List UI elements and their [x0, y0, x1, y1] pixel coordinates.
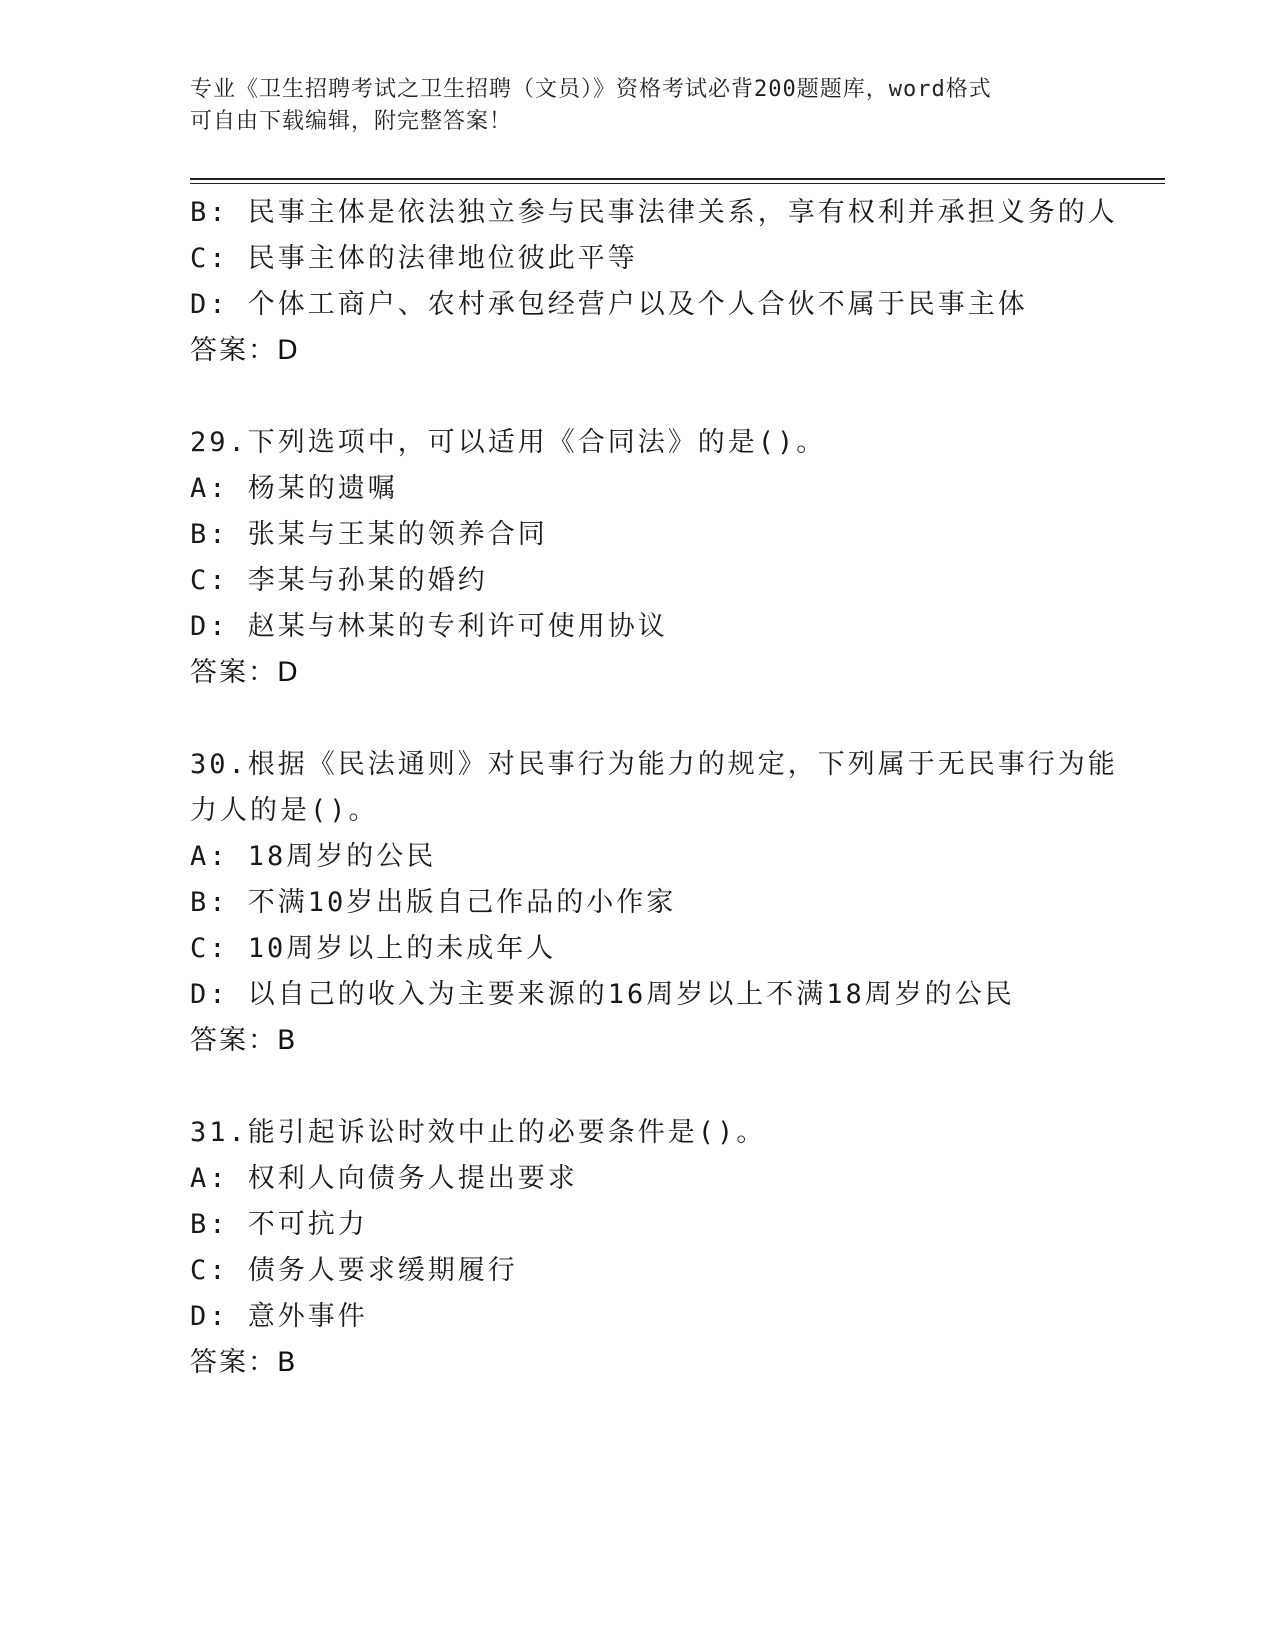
option-b: B: 不满10岁出版自己作品的小作家	[190, 887, 677, 918]
question-30	[190, 742, 1118, 1064]
question-list	[190, 190, 1118, 1386]
question-29	[190, 420, 1090, 696]
option-b: B: 张某与王某的领养合同	[190, 519, 548, 550]
option-d: D: 赵某与林某的专利许可使用协议	[190, 611, 668, 642]
spacer	[190, 374, 1090, 420]
answer: 答案：B	[190, 1025, 298, 1056]
header-title-line-1: 专业《卫生招聘考试之卫生招聘（文员）》资格考试必背200题题库，word格式	[190, 77, 992, 102]
option-c: C: 10周岁以上的未成年人	[190, 933, 557, 964]
question-stem-line-1: 30.根据《民法通则》对民事行为能力的规定，下列属于无民事行为能	[190, 749, 1118, 780]
question-28-continued	[190, 190, 1118, 374]
option-c: C: 债务人要求缓期履行	[190, 1255, 518, 1286]
page-header	[190, 74, 1090, 138]
spacer	[190, 696, 1090, 742]
option-d: D: 个体工商户、农村承包经营户以及个人合伙不属于民事主体	[190, 289, 1028, 320]
question-stem: 29.下列选项中，可以适用《合同法》的是()。	[190, 427, 827, 458]
question-31	[190, 1110, 1090, 1386]
header-divider-thin	[190, 183, 1165, 184]
option-a: A: 18周岁的公民	[190, 841, 437, 872]
option-d: D: 意外事件	[190, 1301, 368, 1332]
option-b: B: 民事主体是依法独立参与民事法律关系，享有权利并承担义务的人	[190, 197, 1118, 228]
answer: 答案：D	[190, 657, 300, 688]
spacer	[190, 1064, 1090, 1110]
option-b: B: 不可抗力	[190, 1209, 368, 1240]
question-stem: 31.能引起诉讼时效中止的必要条件是()。	[190, 1117, 767, 1148]
option-c: C: 民事主体的法律地位彼此平等	[190, 243, 638, 274]
option-c: C: 李某与孙某的婚约	[190, 565, 488, 596]
option-a: A: 杨某的遗嘱	[190, 473, 398, 504]
question-stem-line-2: 力人的是()。	[190, 795, 379, 826]
header-title-line-2: 可自由下载编辑，附完整答案！	[190, 109, 513, 134]
option-a: A: 权利人向债务人提出要求	[190, 1163, 578, 1194]
option-d: D: 以自己的收入为主要来源的16周岁以上不满18周岁的公民	[190, 979, 1015, 1010]
answer: 答案：D	[190, 335, 300, 366]
answer: 答案：B	[190, 1347, 298, 1378]
header-divider-thick	[190, 178, 1165, 180]
